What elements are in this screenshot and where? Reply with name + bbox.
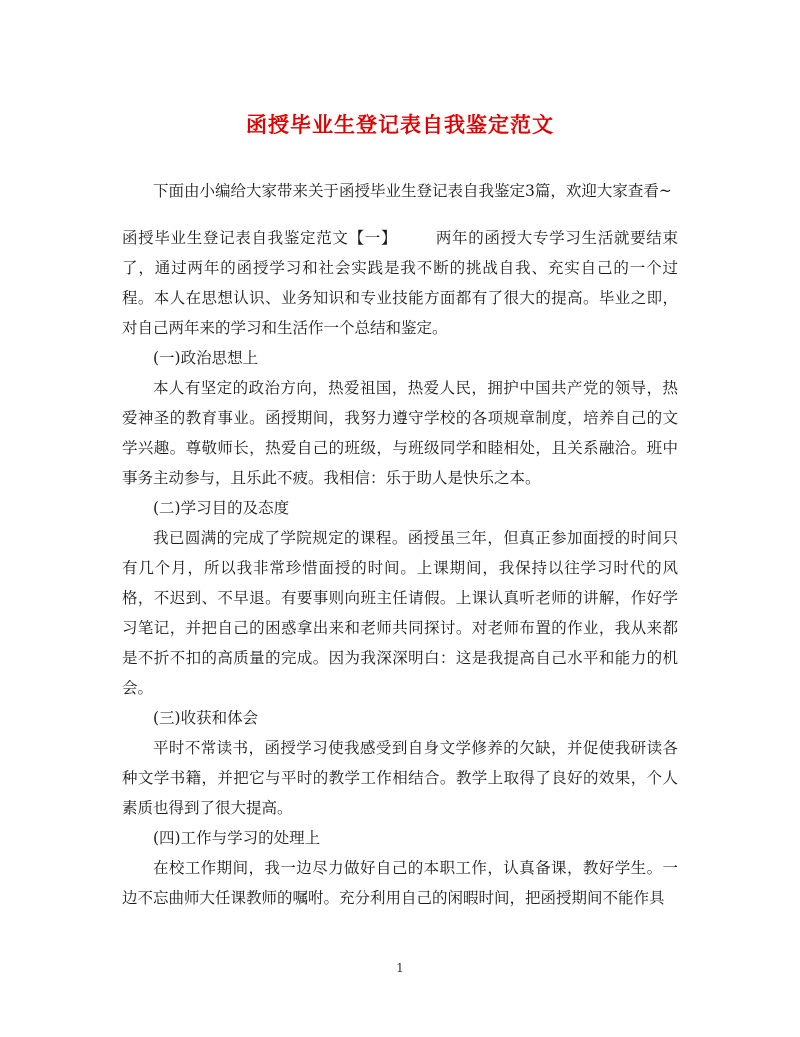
section-paragraph-4: 在校工作期间，我一边尽力做好自己的本职工作，认真备课，教好学生。一边不忘曲师大任课教师的嘱咐。充分利用自己的闲暇时间，把函授期间不能作具 — [122, 859, 678, 907]
first-paragraph — [122, 223, 678, 343]
section-paragraph-2: 我已圆满的完成了学院规定的课程。函授虽三年，但真正参加面授的时间只有几个月，所以我非常珍惜面授的时间。上课期间，我保持以往学习时代的风格，不迟到、不早退。有要事则向班主任请假。上课认真听老师的讲解，作好学习笔记，并把自己的困惑拿出来和老师共同探讨。对老师布置的作业，我从来都是不折不扣的高质量的完成。因为我深深明白：这是我提高自己水平和能力的机会。 — [122, 529, 678, 697]
section-heading-3: (三)收获和体会 — [153, 709, 259, 727]
section-title: 函授毕业生登记表自我鉴定范文【一】 — [122, 229, 398, 247]
section-heading-1: (一)政治思想上 — [153, 349, 259, 367]
page-number: 1 — [396, 961, 404, 975]
section-heading-2: (二)学习目的及态度 — [153, 499, 290, 517]
section-paragraph-1: 本人有坚定的政治方向，热爱祖国，热爱人民，拥护中国共产党的领导，热爱神圣的教育事业。函授期间，我努力遵守学校的各项规章制度，培养自己的文学兴趣。尊敬师长，热爱自己的班级，与班级同学和睦相处，且关系融洽。班中事务主动参与，且乐此不疲。我相信：乐于助人是快乐之本。 — [122, 379, 678, 487]
first-paragraph-text: 两年的函授大专学习生活就要结束了，通过两年的函授学习和社会实践是我不断的挑战自我、充实自己的一个过程。本人在思想认识、业务知识和专业技能方面都有了很大的提高。毕业之即，对自己两年来的学习和生活作一个总结和鉴定。 — [122, 229, 678, 337]
section-heading-4: (四)工作与学习的处理上 — [153, 829, 321, 847]
intro-paragraph: 下面由小编给大家带来关于函授毕业生登记表自我鉴定3篇，欢迎大家查看~ — [153, 182, 672, 200]
document-body — [122, 176, 678, 913]
section-paragraph-3: 平时不常读书，函授学习使我感受到自身文学修养的欠缺，并促使我研读各种文学书籍，并把它与平时的教学工作相结合。教学上取得了良好的效果，个人素质也得到了很大提高。 — [122, 739, 678, 817]
document-title: 函授毕业生登记表自我鉴定范文 — [246, 112, 554, 137]
